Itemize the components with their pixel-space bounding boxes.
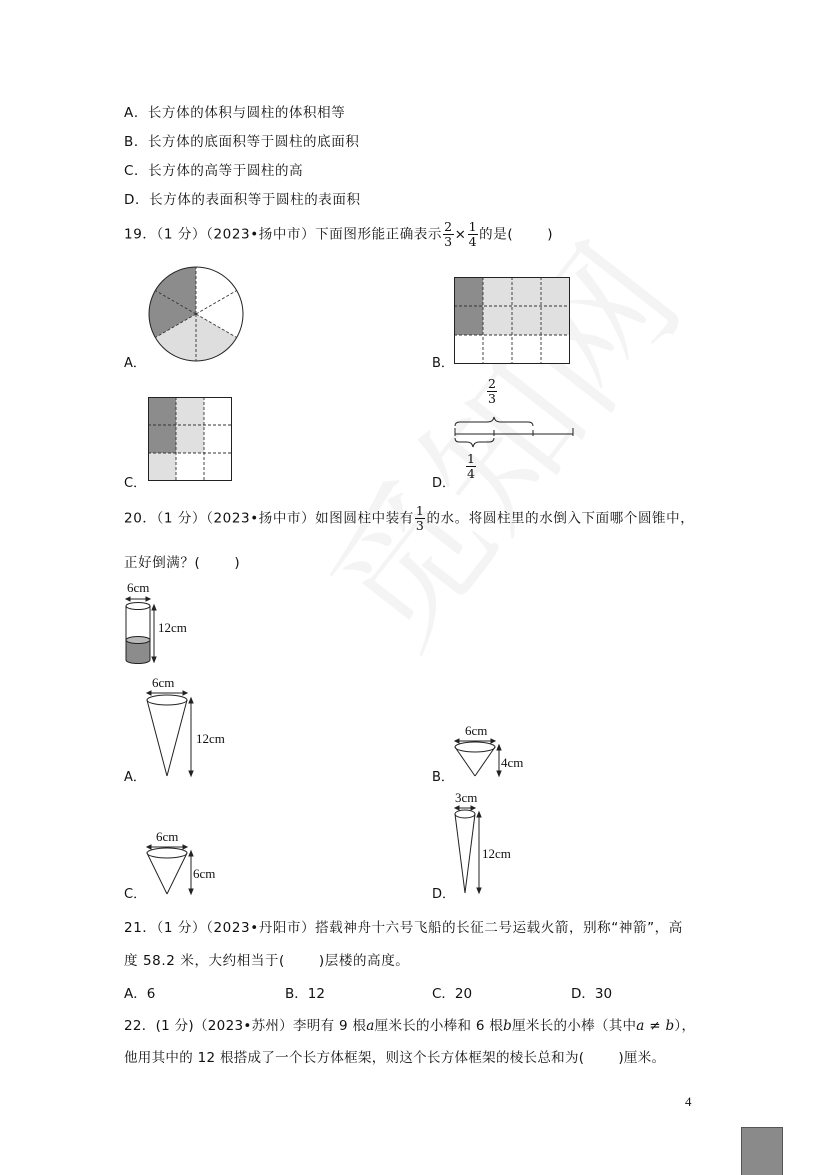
q19-option-c-grid (148, 397, 232, 481)
q20-stem-line2 (124, 551, 240, 571)
cone-a-figure (140, 688, 200, 780)
q19-stem (124, 220, 553, 249)
q21-line2 (124, 949, 409, 969)
cone-b-figure (448, 736, 508, 780)
cone-d-diameter: 3cm (455, 790, 478, 805)
q20-frac-one-third: $\frac{1}{3}$ (415, 503, 425, 533)
var-a: a (366, 1018, 375, 1034)
page-corner-tab (741, 1127, 783, 1175)
cone-a-label: A． (124, 770, 146, 785)
q22-part4: ）， (674, 1018, 696, 1034)
q19-close-paren: ) (547, 226, 554, 243)
q21-line1: 21．（1 分）（2023•丹阳市）搭载神舟十六号飞船的长征二号运载火箭，别称“神箭”，高 (124, 920, 683, 936)
q22-line2 (124, 1046, 665, 1066)
cone-d-label: D． (432, 887, 456, 902)
page-number: 4 (685, 1094, 692, 1109)
q19-d-top-fraction: $\frac{2}{3}$ (488, 376, 496, 406)
cone-a-height: 12cm (196, 731, 225, 746)
q19-option-d-brace-diagram (452, 410, 576, 450)
q20-stem-line1 (124, 504, 694, 533)
q19-d-bottom-fraction: $\frac{1}{4}$ (467, 451, 475, 481)
q22-line2b: )厘米。 (618, 1050, 666, 1066)
q22-line2a: 他用其中的 12 根搭成了一个长方体框架，则这个长方体框架的棱长总和为( (124, 1050, 585, 1066)
cone-c-diameter: 6cm (156, 829, 179, 844)
q19-prefix: 19．（1 分）（2023•扬中市）下面图形能正确表示 (124, 226, 443, 243)
q19-option-b-grid (454, 277, 570, 364)
q21-option-b: B．12 (285, 986, 325, 1002)
cone-b-height: 4cm (501, 755, 524, 770)
cylinder-diameter-label: 6cm (127, 580, 150, 595)
q21-line2b: )层楼的高度。 (318, 953, 410, 969)
q20-prefix: 20．（1 分）（2023•扬中市）如图圆柱中装有 (124, 510, 414, 527)
q22-part2: 厘米长的小棒和 6 根 (374, 1018, 504, 1034)
q18-option-a: A．长方体的体积与圆柱的体积相等 (124, 105, 346, 121)
cone-b-label: B． (432, 770, 454, 785)
q22-condition: a ≠ b (636, 1018, 675, 1034)
q20-line2-text: 正好倒满？( (124, 555, 201, 571)
cone-c-figure (140, 842, 200, 898)
q18-option-c: C．长方体的高等于圆柱的高 (124, 163, 304, 179)
q19-label-c: C． (124, 476, 147, 491)
q20-close-paren: ) (234, 555, 241, 571)
q21-option-d: D．30 (571, 986, 613, 1002)
q19-frac-one-quarter: $\frac{1}{4}$ (468, 219, 478, 249)
q19-label-d: D． (432, 476, 456, 491)
times-sign: × (454, 226, 467, 243)
q21-option-a: A．6 (124, 986, 156, 1002)
cone-c-height: 6cm (193, 866, 216, 881)
q19-frac-two-thirds: $\frac{2}{3}$ (444, 219, 453, 249)
q21-line2a: 度 58.2 米，大约相当于( (124, 953, 285, 969)
q22-line1 (124, 1014, 695, 1034)
q21-option-c: C．20 (432, 986, 473, 1002)
var-b: b (503, 1018, 513, 1034)
cylinder-height-label: 12cm (158, 620, 187, 635)
q20-suffix: 的水。将圆柱里的水倒入下面哪个圆锥中， (426, 510, 695, 527)
cone-c-label: C． (124, 887, 147, 902)
q22-part3: 厘米长的小棒（其中 (512, 1018, 637, 1034)
cone-b-diameter: 6cm (465, 723, 488, 738)
q19-label-a: A． (124, 356, 146, 371)
q19-label-b: B． (432, 356, 454, 371)
q22-part1: 22．(1 分)（2023•苏州）李明有 9 根 (124, 1018, 367, 1034)
q18-option-b: B．长方体的底面积等于圆柱的底面积 (124, 134, 360, 150)
q19-option-a-circle (148, 266, 244, 362)
cone-d-height: 12cm (482, 846, 511, 861)
q19-suffix: 的是( (479, 226, 514, 243)
cone-a-diameter: 6cm (152, 675, 175, 690)
q18-option-d: D．长方体的表面积等于圆柱的表面积 (124, 192, 361, 208)
